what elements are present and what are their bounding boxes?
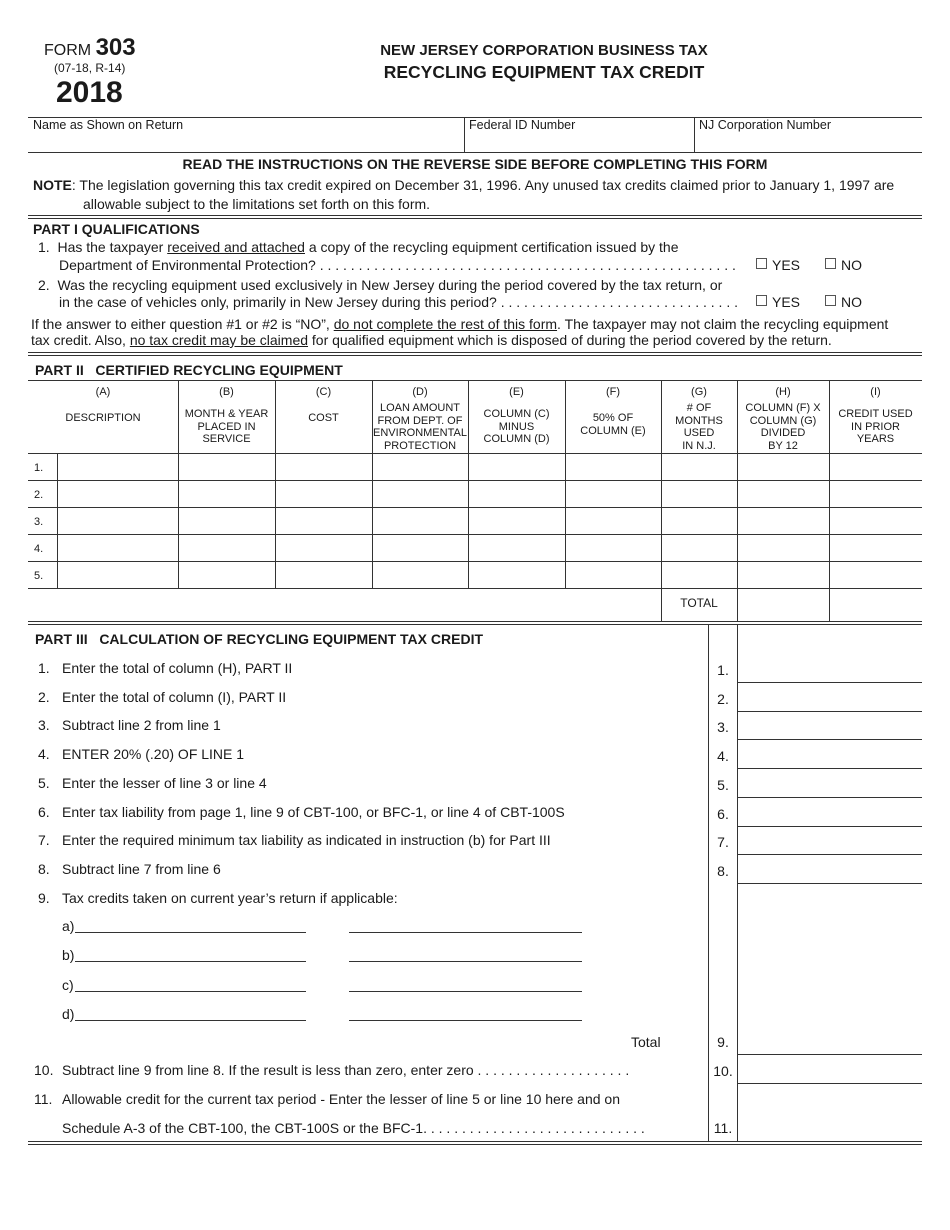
amount-line <box>737 1083 922 1084</box>
amount-input[interactable] <box>739 857 920 881</box>
sub-line-amount-blank[interactable] <box>349 932 582 933</box>
q1-no-label: NO <box>841 257 862 273</box>
amount-input[interactable] <box>739 685 920 709</box>
line-box-number: 11. <box>713 1120 733 1136</box>
amount-input[interactable] <box>739 800 920 824</box>
part1-q1-post: a copy of the recycling equipment certification issued by the <box>304 239 679 255</box>
part3-title: CALCULATION OF RECYCLING EQUIPMENT TAX CREDIT <box>99 631 484 647</box>
line-text: Enter the required minimum tax liability as indicated in instruction (b) for Part III <box>62 832 551 849</box>
part2-heading <box>35 362 343 378</box>
form-revision: (07-18, R-14) <box>54 61 126 75</box>
table-cell-input[interactable] <box>738 454 828 479</box>
line-text: ENTER 20% (.20) OF LINE 1 <box>62 746 245 763</box>
line-text: Subtract line 7 from line 6 <box>62 860 221 877</box>
amount-line <box>737 883 922 884</box>
column-letter: (D) <box>412 386 428 398</box>
amount-line <box>737 854 922 855</box>
part3-heading <box>35 631 483 647</box>
q2-yes-checkbox[interactable] <box>756 295 767 306</box>
warning2-post: for qualified equipment which is disposed of during the period covered by the return. <box>308 332 832 348</box>
column-letter: (G) <box>691 386 707 398</box>
warning1-underlined: do not complete the rest of this form <box>333 316 558 332</box>
federal-id-field[interactable] <box>466 132 692 151</box>
part1-heading <box>33 221 200 237</box>
form-id-block <box>44 34 136 62</box>
column-label: MONTH & YEAR PLACED IN SERVICE <box>184 408 269 445</box>
note-line2: allowable subject to the limitations set forth on this form. <box>83 196 431 212</box>
table-cell-input[interactable] <box>738 535 828 560</box>
line-number: 3. <box>38 717 50 734</box>
amount-input[interactable] <box>739 771 920 795</box>
page-title-line1: NEW JERSEY CORPORATION BUSINESS TAX <box>380 42 708 59</box>
line9-amount-input[interactable] <box>739 1029 920 1052</box>
amount-input[interactable] <box>739 742 920 766</box>
table-cell-input[interactable] <box>179 481 274 506</box>
part1-q2-line2: in the case of vehicles only, primarily in New Jersey during this period? . . . . . . . . . . . . . . . . . . . . . . . . . . . . . . . <box>59 294 738 310</box>
part1-q2-line1 <box>38 277 722 293</box>
q1-no-option[interactable] <box>825 257 862 273</box>
part1-label: PART I <box>33 221 78 237</box>
column-letter: (I) <box>870 386 881 398</box>
line10-amount-input[interactable] <box>739 1058 920 1081</box>
line-number: 9. <box>38 889 50 906</box>
federal-id-field-label: Federal ID Number <box>469 118 576 132</box>
line-text: Enter the total of column (H), PART II <box>62 660 293 676</box>
column-letter: (F) <box>605 386 621 398</box>
warning1-post: . The taxpayer may not claim the recycling equipment <box>557 316 889 332</box>
sub-line-label: a) <box>62 918 75 934</box>
table-cell-input[interactable] <box>662 508 736 533</box>
amount-line <box>737 739 922 740</box>
line-text: Tax credits taken on current year’s return if applicable: <box>62 889 398 906</box>
part1-q1-line1 <box>38 239 679 255</box>
sub-line-name-blank[interactable] <box>75 991 306 992</box>
table-cell-input[interactable] <box>373 535 467 560</box>
part1-q2-number: 2. <box>38 277 50 293</box>
table-cell-input[interactable] <box>276 508 371 533</box>
form-bottom-rule <box>28 1141 922 1142</box>
form-number: 303 <box>95 34 136 61</box>
column-letter: (H) <box>775 386 791 398</box>
table-cell-input[interactable] <box>373 454 467 479</box>
table-cell-input[interactable] <box>373 508 467 533</box>
q1-yes-checkbox[interactable] <box>756 258 767 269</box>
sub-line-name-blank[interactable] <box>75 1020 306 1021</box>
line-number: 11. <box>34 1091 53 1107</box>
table-cell-input[interactable] <box>469 562 564 587</box>
table-row-number: 3. <box>34 516 44 528</box>
form-bottom-rule <box>28 1144 922 1145</box>
note-line1 <box>33 177 894 193</box>
part3-label: PART III <box>35 631 88 647</box>
table-cell-input[interactable] <box>58 562 177 587</box>
table-cell-input[interactable] <box>830 562 921 587</box>
table-cell-input[interactable] <box>179 454 274 479</box>
amount-line <box>737 768 922 769</box>
page-title-line2: RECYCLING EQUIPMENT TAX CREDIT <box>383 62 705 82</box>
column-letter: (E) <box>509 386 524 398</box>
sub-line-amount-blank[interactable] <box>349 961 582 962</box>
column-letter: (C) <box>315 386 332 398</box>
form-year: 2018 <box>56 76 123 109</box>
part1-q1-pre: Has the taxpayer <box>57 239 168 255</box>
table-cell-input[interactable] <box>830 535 921 560</box>
line9-total-label: Total <box>631 1034 661 1050</box>
table-cell-input[interactable] <box>373 481 467 506</box>
q2-yes-label: YES <box>772 294 801 310</box>
table-cell-input[interactable] <box>276 454 371 479</box>
table-cell-input[interactable] <box>662 562 736 587</box>
note-label: NOTE <box>33 177 72 193</box>
sub-line-name-blank[interactable] <box>75 932 306 933</box>
line-text: Subtract line 9 from line 8. If the result is less than zero, enter zero . . . . . . . . . . . . . . . . . . . . <box>62 1062 630 1078</box>
table-cell-input[interactable] <box>469 535 564 560</box>
name-field-label: Name as Shown on Return <box>33 118 184 132</box>
total-label: TOTAL <box>680 596 718 610</box>
line-box-number: 3. <box>717 719 729 736</box>
part2-label: PART II <box>35 362 84 378</box>
table-cell-input[interactable] <box>58 481 177 506</box>
q1-no-checkbox[interactable] <box>825 258 836 269</box>
part1-warning-line2 <box>31 332 832 348</box>
line-text: Allowable credit for the current tax period - Enter the lesser of line 5 or line 10 here and on <box>62 1091 620 1107</box>
line-number: 1. <box>38 660 50 676</box>
q2-no-checkbox[interactable] <box>825 295 836 306</box>
table-cell-input[interactable] <box>830 508 921 533</box>
table-cell-input[interactable] <box>566 481 660 506</box>
table-cell-input[interactable] <box>469 481 564 506</box>
line-number: 10. <box>34 1062 54 1078</box>
line-text: Enter the total of column (I), PART II <box>62 688 287 705</box>
amount-line <box>737 711 922 712</box>
q1-yes-label: YES <box>772 257 801 273</box>
line-box-number: 1. <box>717 662 729 678</box>
part1-q2-text1: Was the recycling equipment used exclusively in New Jersey during the period covered by the tax return, or <box>57 277 723 293</box>
table-row-number: 4. <box>34 543 44 555</box>
line-box-number: 2. <box>717 690 729 707</box>
sub-line-amount-blank[interactable] <box>349 1020 582 1021</box>
line-text: Schedule A-3 of the CBT-100, the CBT-100S or the BFC-1. . . . . . . . . . . . . . . . . . . . . . . . . . . . . <box>62 1120 645 1136</box>
table-cell-input[interactable] <box>566 508 660 533</box>
amount-input[interactable] <box>739 656 920 680</box>
table-cell-input[interactable] <box>276 562 371 587</box>
column-letter: (B) <box>219 386 234 398</box>
table-row-number: 5. <box>34 570 44 582</box>
table-cell-input[interactable] <box>738 562 828 587</box>
sub-line-name-blank[interactable] <box>75 961 306 962</box>
table-cell-input[interactable] <box>738 481 828 506</box>
q2-no-option[interactable] <box>825 294 862 310</box>
table-cell-input[interactable] <box>830 481 921 506</box>
q2-yes-option[interactable] <box>756 294 800 310</box>
total-i-input[interactable] <box>830 589 921 620</box>
column-label: 50% OF COLUMN (E) <box>580 412 646 437</box>
amount-input[interactable] <box>739 714 920 738</box>
line-box-number: 5. <box>717 776 729 793</box>
line-number: 4. <box>38 746 50 763</box>
table-cell-input[interactable] <box>58 535 177 560</box>
line-box-number: 10. <box>713 1063 733 1079</box>
sub-line-amount-blank[interactable] <box>349 991 582 992</box>
table-cell-input[interactable] <box>276 535 371 560</box>
table-cell-input[interactable] <box>179 508 274 533</box>
line-number: 2. <box>38 688 50 705</box>
table-cell-input[interactable] <box>58 454 177 479</box>
amount-line <box>737 826 922 827</box>
table-cell-input[interactable] <box>662 481 736 506</box>
column-label: COLUMN (C) MINUS COLUMN (D) <box>483 408 550 445</box>
table-cell-input[interactable] <box>373 562 467 587</box>
form-label: FORM <box>44 42 92 59</box>
line-text: Subtract line 2 from line 1 <box>62 717 221 734</box>
table-cell-input[interactable] <box>276 481 371 506</box>
sub-line-label: b) <box>62 947 75 964</box>
line-number: 5. <box>38 774 50 791</box>
line11-amount-input[interactable] <box>739 1112 920 1138</box>
name-field[interactable] <box>28 132 462 151</box>
part1-q1-line2: Department of Environmental Protection? . . . . . . . . . . . . . . . . . . . . . . . . . . . . . . . . . . . . . . . . . . . . . . . . . . . . . . <box>59 257 736 273</box>
line-box-number: 4. <box>717 748 729 765</box>
nj-corp-number-field-label: NJ Corporation Number <box>699 118 831 132</box>
table-cell-input[interactable] <box>469 508 564 533</box>
table-cell-input[interactable] <box>179 535 274 560</box>
line-box-number: 8. <box>717 862 729 879</box>
table-cell-input[interactable] <box>469 454 564 479</box>
table-cell-input[interactable] <box>662 454 736 479</box>
warning2-underlined: no tax credit may be claimed <box>129 332 309 348</box>
column-label: # OF MONTHS USED IN N.J. <box>675 402 723 452</box>
table-row-number: 2. <box>34 489 44 501</box>
part2-title: CERTIFIED RECYCLING EQUIPMENT <box>95 362 343 378</box>
amount-line <box>737 682 922 683</box>
table-cell-input[interactable] <box>58 508 177 533</box>
amount-line <box>737 1054 922 1055</box>
part1-title: QUALIFICATIONS <box>81 221 200 237</box>
line-box-number: 9. <box>717 1034 729 1050</box>
amount-line <box>737 797 922 798</box>
table-cell-input[interactable] <box>179 562 274 587</box>
column-label: DESCRIPTION <box>65 412 141 424</box>
table-cell-input[interactable] <box>566 562 660 587</box>
column-label: LOAN AMOUNT FROM DEPT. OF ENVIRONMENTAL PROTECTION <box>373 402 467 452</box>
line-box-number: 6. <box>717 805 729 822</box>
table-row-number: 1. <box>34 462 44 474</box>
table-cell-input[interactable] <box>662 535 736 560</box>
sub-line-label: c) <box>62 976 74 993</box>
note-text1: : The legislation governing this tax credit expired on December 31, 1996. Any unused tax credits claimed prior to January 1, 1997 are <box>71 177 895 193</box>
column-label: COLUMN (F) X COLUMN (G) DIVIDED BY 12 <box>745 402 821 452</box>
q1-yes-option[interactable] <box>756 257 800 273</box>
table-cell-input[interactable] <box>830 454 921 479</box>
nj-corp-number-field[interactable] <box>696 132 922 151</box>
line-box-number: 7. <box>717 834 729 851</box>
line-number: 6. <box>38 803 50 820</box>
warning2-pre: tax credit. Also, <box>31 332 130 348</box>
part1-q1-underlined: received and attached <box>167 239 305 255</box>
line-number: 8. <box>38 860 50 877</box>
part1-q1-number: 1. <box>38 239 50 255</box>
warning1-pre: If the answer to either question #1 or #2 is “NO”, <box>31 316 334 332</box>
column-label: CREDIT USED IN PRIOR YEARS <box>838 408 913 445</box>
table-cell-input[interactable] <box>566 535 660 560</box>
line-number: 7. <box>38 832 50 849</box>
column-label: COST <box>308 412 339 424</box>
column-letter: (A) <box>95 386 111 398</box>
amount-input[interactable] <box>739 829 920 853</box>
q2-no-label: NO <box>841 294 862 310</box>
line-text: Enter tax liability from page 1, line 9 of CBT-100, or BFC-1, or line 4 of CBT-100S <box>62 803 565 820</box>
instructions-heading: READ THE INSTRUCTIONS ON THE REVERSE SIDE BEFORE COMPLETING THIS FORM <box>182 156 768 172</box>
line-text: Enter the lesser of line 3 or line 4 <box>62 774 267 791</box>
part1-warning-line1 <box>31 316 888 332</box>
total-h-input[interactable] <box>738 589 828 620</box>
sub-line-label: d) <box>62 1005 75 1022</box>
table-cell-input[interactable] <box>738 508 828 533</box>
table-cell-input[interactable] <box>566 454 660 479</box>
